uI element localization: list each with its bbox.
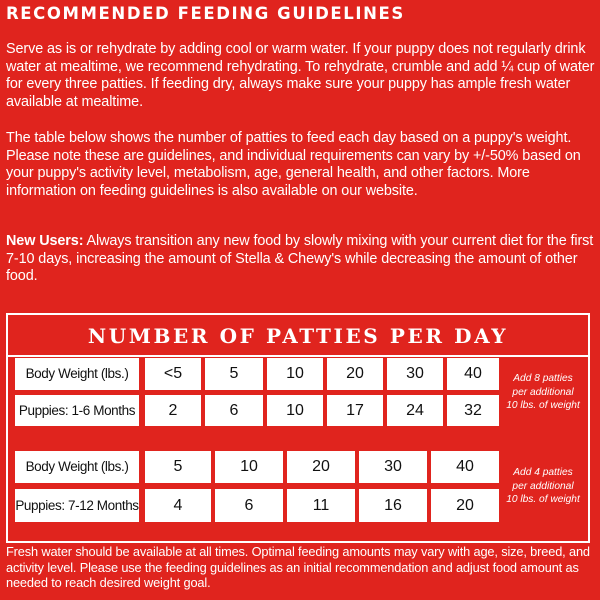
group1-note-line: 10 lbs. of weight [506, 400, 580, 411]
new-users-text: Always transition any new food by slowly mixing with your current diet for the first 7-10 days, increasing the amount of Stella & Chewy's while decreasing the amount of other food. [6, 233, 594, 285]
table-divider [8, 355, 588, 357]
section-heading: RECOMMENDED FEEDING GUIDELINES [6, 4, 405, 23]
group1-note-line: Add 8 patties [513, 373, 573, 384]
group1-weight-cell: 40 [447, 358, 499, 390]
group1-patties-cell: 24 [387, 395, 443, 426]
group2-puppies-label: Puppies: 7-12 Months [15, 489, 139, 522]
group2-weight-label: Body Weight (lbs.) [15, 451, 139, 483]
group2-patties-cell: 20 [431, 489, 499, 522]
group2-weight-cell: 40 [431, 451, 499, 483]
group1-note-line: per additional [512, 386, 574, 398]
group2-note-line: per additional [512, 480, 574, 492]
group2-weight-cell: 30 [359, 451, 427, 483]
group1-patties-cell: 6 [205, 395, 263, 426]
group1-patties-cell: 2 [145, 395, 201, 426]
group2-patties-cell: 6 [215, 489, 283, 522]
new-users-label: New Users: [6, 233, 84, 249]
group1-patties-cell: 17 [327, 395, 383, 426]
group1-patties-cell: 10 [267, 395, 323, 426]
group2-note [500, 466, 586, 507]
group1-patties-cell: 32 [447, 395, 499, 426]
table-intro-paragraph: The table below shows the number of patties to feed each day based on a puppy's weight. Please note these are guidelines, and individual requirements can vary by +/-50% based on your puppy's activity level, metabolism, age, general health, and other factors. More information on feeding guidelines is also available on our website. [6, 130, 581, 199]
group1-weight-cell: 5 [205, 358, 263, 390]
group2-patties-cell: 11 [287, 489, 355, 522]
patties-table [6, 313, 590, 543]
group1-note [500, 372, 586, 413]
group2-weight-cell: 20 [287, 451, 355, 483]
new-users-paragraph [6, 233, 596, 286]
footer-note: Fresh water should be available at all times. Optimal feeding amounts may vary with age, size, breed, and activity level. Please use the feeding guidelines as an initial recommendation and adjust food amount as needed to reach desired weight goal. [6, 544, 590, 591]
group1-weight-cell: <5 [145, 358, 201, 390]
group2-weight-cell: 5 [145, 451, 211, 483]
group1-weight-cell: 10 [267, 358, 323, 390]
rehydrate-paragraph: Serve as is or rehydrate by adding cool or warm water. If your puppy does not regularly drink water at mealtime, we recommend rehydrating. To rehydrate, crumble and add ¼ cup of water for every three patties. If feeding dry, always make sure your puppy has ample fresh water available at mealtime. [6, 41, 595, 110]
group1-puppies-label: Puppies: 1-6 Months [15, 395, 139, 426]
group2-note-line: 10 lbs. of weight [506, 494, 580, 505]
group1-weight-cell: 20 [327, 358, 383, 390]
group2-patties-cell: 4 [145, 489, 211, 522]
group2-note-line: Add 4 patties [513, 467, 573, 478]
group1-weight-label: Body Weight (lbs.) [15, 358, 139, 390]
group2-patties-cell: 16 [359, 489, 427, 522]
group1-weight-cell: 30 [387, 358, 443, 390]
group2-weight-cell: 10 [215, 451, 283, 483]
table-title: NUMBER OF PATTIES PER DAY [87, 324, 509, 348]
